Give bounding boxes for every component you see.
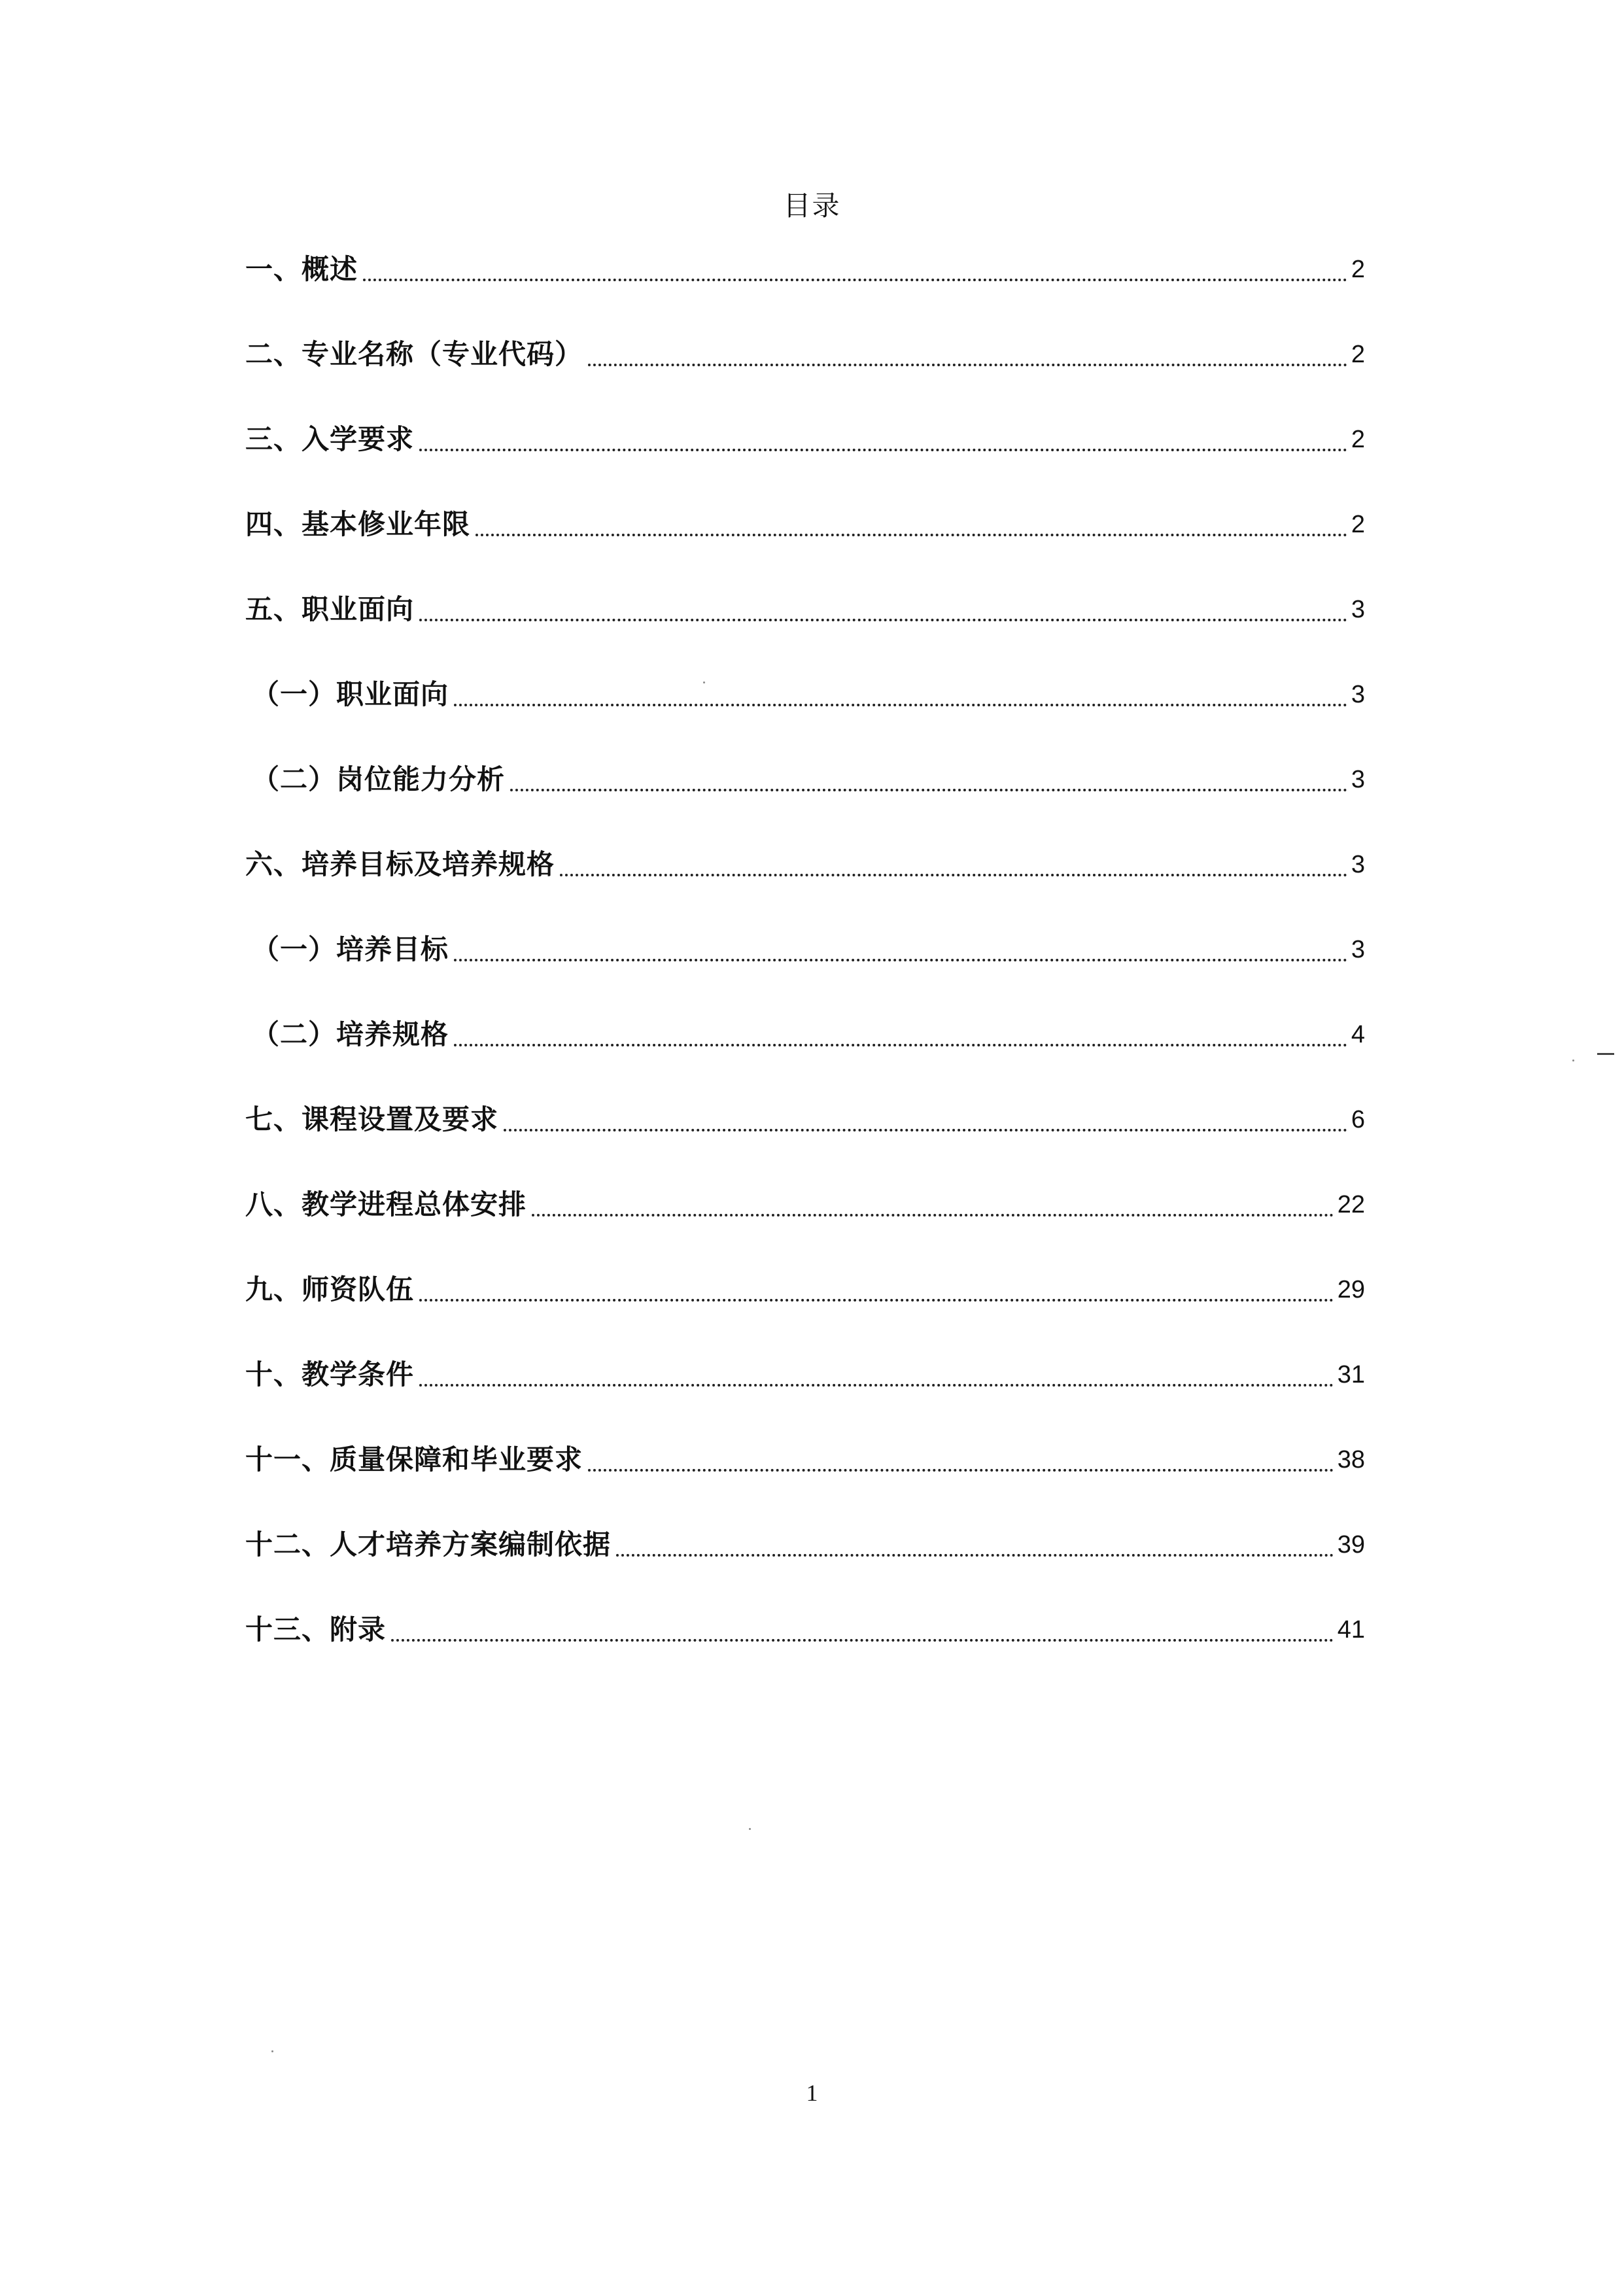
toc-entry-career-sub[interactable] [252,674,1365,715]
toc-entry-label: 十三、附录 [245,1613,387,1646]
toc-entry-page: 2 [1351,511,1365,538]
toc-entry-duration[interactable] [245,504,1365,545]
toc-entry-appendix[interactable] [245,1609,1365,1651]
dot-leader [504,1129,1347,1131]
toc-entry-goals-specs[interactable] [245,844,1365,886]
dot-leader [419,449,1347,451]
toc-entry-label: 七、课程设置及要求 [245,1103,499,1135]
toc-entry-page: 39 [1337,1531,1365,1559]
toc-entry-specs[interactable] [252,1014,1365,1056]
toc-entry-conditions[interactable] [245,1354,1365,1396]
dot-leader [588,364,1347,366]
dot-leader [532,1214,1334,1216]
toc-entry-schedule[interactable] [245,1184,1365,1226]
toc-entry-label: 十二、人才培养方案编制依据 [245,1528,612,1560]
toc-entry-goals[interactable] [252,929,1365,971]
toc-entry-label: 十一、质量保障和毕业要求 [245,1443,583,1475]
toc-entry-page: 22 [1337,1191,1365,1218]
toc-entry-career[interactable] [245,589,1365,630]
toc-entry-ability-analysis[interactable] [252,759,1365,801]
toc-entry-label: 四、基本修业年限 [245,508,471,540]
toc-entry-label: 八、教学进程总体安排 [245,1188,527,1220]
toc-entry-quality[interactable] [245,1439,1365,1481]
dot-leader [363,279,1347,281]
toc-entry-basis[interactable] [245,1524,1365,1566]
toc-entry-page: 2 [1351,256,1365,283]
toc-entry-curriculum[interactable] [245,1099,1365,1141]
toc-entry-page: 3 [1351,851,1365,878]
toc-entry-page: 6 [1351,1106,1365,1133]
toc-entry-admission[interactable] [245,419,1365,460]
dot-leader [391,1639,1334,1642]
toc-entry-page: 3 [1351,936,1365,963]
toc-entry-page: 2 [1351,341,1365,368]
dot-leader [588,1469,1334,1472]
scan-speck [271,2050,273,2052]
toc-title: 目录 [783,190,841,222]
toc-entry-label: 九、师资队伍 [245,1273,415,1305]
toc-entry-label: 十、教学条件 [245,1358,415,1390]
toc-entry-label: （一）培养目标 [252,933,449,965]
toc-entry-label: 一、概述 [245,253,358,285]
scan-speck [749,1828,751,1830]
dot-leader [419,619,1347,621]
toc-entry-page: 3 [1351,596,1365,623]
toc-entry-label: （二）培养规格 [252,1018,449,1050]
toc-entry-label: （一）职业面向 [252,678,449,710]
scan-speck [1572,1060,1574,1061]
toc-entry-label: 三、入学要求 [245,423,415,455]
dot-leader [560,874,1347,876]
toc-entry-page: 31 [1337,1361,1365,1388]
dot-leader [475,534,1347,536]
toc-entry-label: （二）岗位能力分析 [252,763,506,795]
dot-leader [454,1044,1347,1046]
dot-leader [616,1554,1334,1557]
toc-entry-overview[interactable] [245,249,1365,290]
toc-entry-page: 41 [1337,1616,1365,1644]
toc-entry-page: 2 [1351,426,1365,453]
toc-entry-page: 4 [1351,1021,1365,1048]
toc-entry-label: 二、专业名称（专业代码） [245,338,583,370]
toc-entry-page: 29 [1337,1276,1365,1303]
dot-leader [454,704,1347,706]
toc-entry-page: 3 [1351,766,1365,793]
toc-entry-page: 3 [1351,681,1365,708]
dot-leader [419,1299,1334,1302]
toc-entry-page: 38 [1337,1446,1365,1474]
page-number: 1 [806,2080,818,2106]
scan-speck [703,681,705,683]
dot-leader [510,789,1347,791]
toc-entry-major-name[interactable] [245,334,1365,375]
dot-leader [419,1384,1334,1387]
toc-entry-label: 六、培养目标及培养规格 [245,848,555,880]
dot-leader [454,959,1347,961]
margin-mark [1597,1053,1614,1055]
toc-entry-label: 五、职业面向 [245,593,415,625]
toc-entry-faculty[interactable] [245,1269,1365,1311]
